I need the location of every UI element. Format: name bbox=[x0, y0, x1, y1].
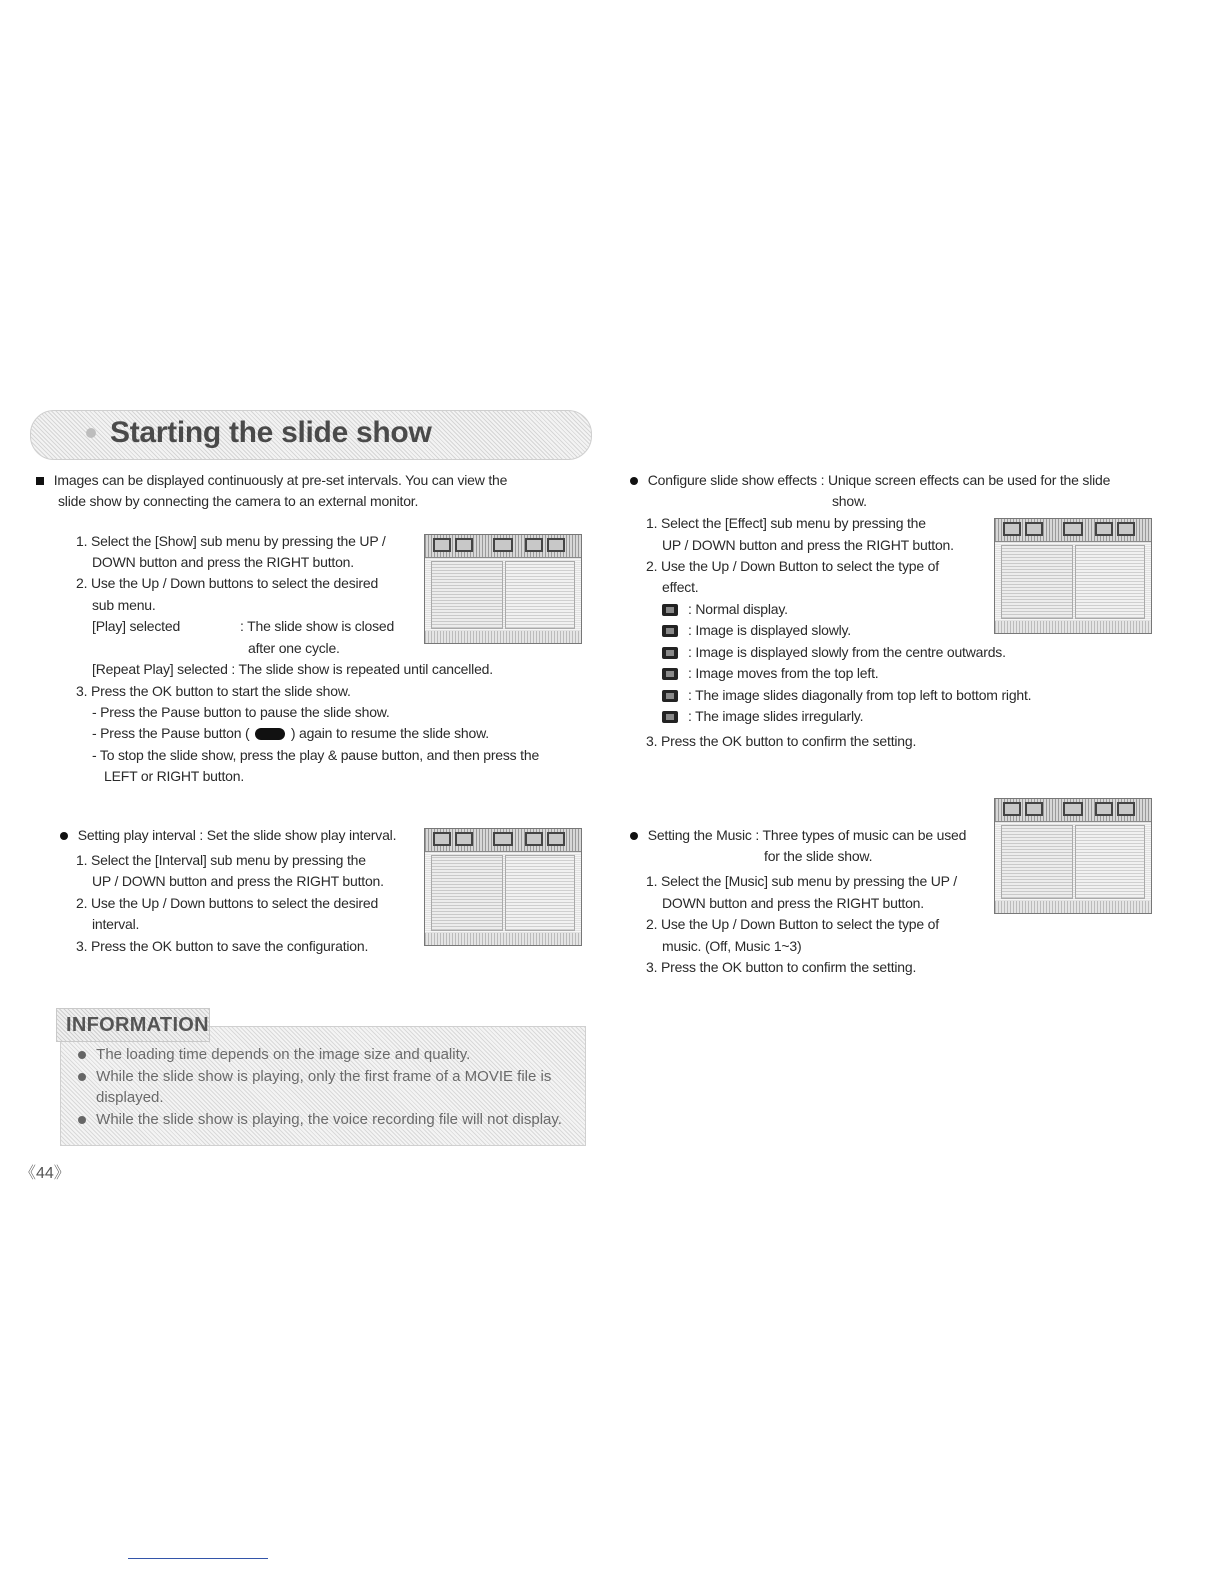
effect-item-text: : Image is displayed slowly. bbox=[688, 622, 851, 638]
effects-step-2a: 2. Use the Up / Down Button to select the type of bbox=[646, 558, 939, 574]
screen-footer bbox=[425, 631, 581, 643]
interval-heading bbox=[60, 825, 396, 847]
effects-step-1b: UP / DOWN button and press the RIGHT button. bbox=[662, 537, 954, 553]
menu-tab-icon bbox=[1095, 522, 1113, 536]
intro-line-1: Images can be displayed continuously at pre-set intervals. You can view the bbox=[53, 472, 508, 488]
title-bullet-dot bbox=[86, 428, 96, 438]
screen-footer bbox=[995, 621, 1151, 633]
bottom-rule bbox=[128, 1558, 268, 1559]
menu-tab-icon bbox=[525, 538, 543, 552]
effect-item-normal bbox=[662, 599, 788, 621]
screen-menu-panel bbox=[431, 561, 503, 629]
play-selected-desc-a: : The slide show is closed bbox=[240, 618, 395, 634]
interval-heading-text: Setting play interval : Set the slide show play interval. bbox=[77, 827, 397, 843]
repeat-play-line: [Repeat Play] selected : The slide show is repeated until cancelled. bbox=[92, 661, 493, 677]
screen-menu-panel bbox=[431, 855, 503, 931]
effect-off-icon bbox=[662, 604, 678, 616]
menu-tab-icon bbox=[1025, 522, 1043, 536]
screen-top-bar bbox=[995, 799, 1151, 822]
slideshow-tab-icon bbox=[493, 538, 513, 552]
show-menu-screenshot bbox=[424, 534, 582, 644]
information-line-1 bbox=[78, 1046, 470, 1063]
interval-step-2b: interval. bbox=[92, 916, 140, 932]
play-pause-icon bbox=[255, 728, 285, 740]
information-text: While the slide show is playing, the voice recording file will not display. bbox=[96, 1111, 562, 1128]
screen-footer bbox=[425, 933, 581, 945]
effect-item-text: : The image slides diagonally from top left to bottom right. bbox=[688, 687, 1032, 703]
interval-step-2a: 2. Use the Up / Down buttons to select the desired bbox=[76, 895, 379, 911]
effect-zoom-icon bbox=[662, 647, 678, 659]
effect-item-text: : Normal display. bbox=[688, 601, 788, 617]
page-number: 《44》 bbox=[20, 1165, 70, 1182]
effect-item-text: : The image slides irregularly. bbox=[688, 708, 864, 724]
intro-paragraph bbox=[36, 470, 507, 492]
show-step-2b: sub menu. bbox=[92, 597, 156, 613]
information-line-3 bbox=[78, 1111, 562, 1128]
menu-tab-icon bbox=[1025, 802, 1043, 816]
effects-step-2b: effect. bbox=[662, 579, 699, 595]
intro-line-2: slide show by connecting the camera to an external monitor. bbox=[58, 493, 419, 509]
effect-item-centre bbox=[662, 642, 1006, 664]
show-step-3: 3. Press the OK button to start the slide show. bbox=[76, 683, 351, 699]
music-step-1b: DOWN button and press the RIGHT button. bbox=[662, 895, 924, 911]
menu-tab-icon bbox=[433, 832, 451, 846]
interval-step-1a: 1. Select the [Interval] sub menu by pressing the bbox=[76, 852, 366, 868]
menu-tab-icon bbox=[455, 538, 473, 552]
music-heading bbox=[630, 825, 966, 847]
effect-diagonal-icon bbox=[662, 690, 678, 702]
effects-heading bbox=[630, 470, 1110, 492]
round-bullet-icon bbox=[630, 832, 638, 840]
effect-move-icon bbox=[662, 668, 678, 680]
square-bullet-icon bbox=[36, 477, 44, 485]
effect-mix-icon bbox=[662, 711, 678, 723]
menu-tab-icon bbox=[547, 832, 565, 846]
interval-step-3: 3. Press the OK button to save the configuration. bbox=[76, 938, 369, 954]
information-box bbox=[60, 1026, 586, 1146]
screen-menu-panel bbox=[1001, 825, 1073, 899]
round-bullet-icon bbox=[630, 477, 638, 485]
show-note-2 bbox=[92, 723, 489, 745]
information-text: The loading time depends on the image size and quality. bbox=[96, 1046, 471, 1063]
round-bullet-icon bbox=[60, 832, 68, 840]
effects-step-1a: 1. Select the [Effect] sub menu by pressing the bbox=[646, 515, 926, 531]
menu-tab-icon bbox=[1095, 802, 1113, 816]
show-step-1b: DOWN button and press the RIGHT button. bbox=[92, 554, 354, 570]
menu-tab-icon bbox=[525, 832, 543, 846]
effect-fade-icon bbox=[662, 625, 678, 637]
play-selected-desc-b: after one cycle. bbox=[248, 640, 340, 656]
effects-heading-text: Configure slide show effects : Unique screen effects can be used for the slide bbox=[647, 472, 1111, 488]
information-line-2 bbox=[78, 1068, 551, 1085]
menu-tab-icon bbox=[433, 538, 451, 552]
show-note-1: - Press the Pause button to pause the slide show. bbox=[92, 704, 390, 720]
effects-heading-b: show. bbox=[832, 493, 867, 509]
slideshow-tab-icon bbox=[1063, 802, 1083, 816]
show-note-3b: LEFT or RIGHT button. bbox=[104, 768, 245, 784]
show-step-1a: 1. Select the [Show] sub menu by pressing the UP / bbox=[76, 533, 386, 549]
screen-top-bar bbox=[425, 535, 581, 558]
music-step-2a: 2. Use the Up / Down Button to select the type of bbox=[646, 916, 939, 932]
music-step-2b: music. (Off, Music 1~3) bbox=[662, 938, 802, 954]
menu-tab-icon bbox=[1003, 802, 1021, 816]
effect-item-text: : Image moves from the top left. bbox=[688, 665, 879, 681]
screen-option-panel bbox=[505, 561, 575, 629]
music-heading-text: Setting the Music : Three types of music can be used bbox=[647, 827, 967, 843]
effect-item-irregular bbox=[662, 706, 863, 728]
show-step-2a: 2. Use the Up / Down buttons to select the desired bbox=[76, 575, 379, 591]
slideshow-tab-icon bbox=[1063, 522, 1083, 536]
effect-item-slow bbox=[662, 620, 851, 642]
show-note-3a: - To stop the slide show, press the play & pause button, and then press the bbox=[92, 747, 540, 763]
screen-footer bbox=[995, 901, 1151, 913]
round-bullet-icon bbox=[78, 1116, 86, 1124]
information-heading: INFORMATION bbox=[66, 1014, 209, 1036]
effect-item-text: : Image is displayed slowly from the centre outwards. bbox=[688, 644, 1006, 660]
screen-top-bar bbox=[425, 829, 581, 852]
slideshow-tab-icon bbox=[493, 832, 513, 846]
music-step-1a: 1. Select the [Music] sub menu by pressing the UP / bbox=[646, 873, 957, 889]
screen-top-bar bbox=[995, 519, 1151, 542]
menu-tab-icon bbox=[455, 832, 473, 846]
music-menu-screenshot bbox=[994, 798, 1152, 914]
interval-menu-screenshot bbox=[424, 828, 582, 946]
round-bullet-icon bbox=[78, 1051, 86, 1059]
interval-step-1b: UP / DOWN button and press the RIGHT button. bbox=[92, 873, 384, 889]
play-selected-label: [Play] selected bbox=[92, 618, 181, 634]
music-step-3: 3. Press the OK button to confirm the setting. bbox=[646, 959, 917, 975]
menu-tab-icon bbox=[1117, 522, 1135, 536]
screen-menu-panel bbox=[1001, 545, 1073, 619]
effect-menu-screenshot bbox=[994, 518, 1152, 634]
screen-option-panel bbox=[1075, 825, 1145, 899]
effects-step-3: 3. Press the OK button to confirm the setting. bbox=[646, 733, 917, 749]
show-note-2-post: ) again to resume the slide show. bbox=[290, 725, 489, 741]
round-bullet-icon bbox=[78, 1073, 86, 1081]
effect-item-diagonal bbox=[662, 685, 1031, 707]
show-note-2-pre: - Press the Pause button ( bbox=[92, 725, 250, 741]
screen-option-panel bbox=[505, 855, 575, 931]
menu-tab-icon bbox=[1117, 802, 1135, 816]
information-text: While the slide show is playing, only the first frame of a MOVIE file is bbox=[96, 1068, 552, 1085]
information-line-2b: displayed. bbox=[96, 1089, 164, 1106]
menu-tab-icon bbox=[547, 538, 565, 552]
effect-item-topleft bbox=[662, 663, 878, 685]
page-title: Starting the slide show bbox=[110, 416, 432, 449]
screen-option-panel bbox=[1075, 545, 1145, 619]
music-heading-b: for the slide show. bbox=[764, 848, 873, 864]
menu-tab-icon bbox=[1003, 522, 1021, 536]
